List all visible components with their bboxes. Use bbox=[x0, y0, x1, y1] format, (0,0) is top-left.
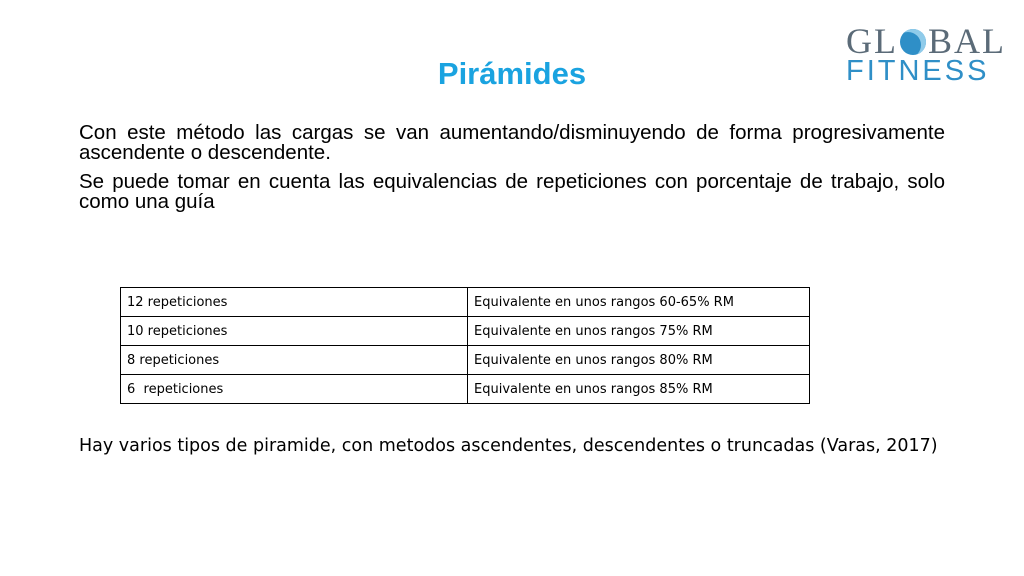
table-cell-repetitions: 12 repeticiones bbox=[121, 288, 468, 317]
table-row bbox=[121, 346, 810, 375]
globe-icon bbox=[900, 29, 926, 55]
table-cell-equivalence: Equivalente en unos rangos 60-65% RM bbox=[468, 288, 810, 317]
table-row bbox=[121, 375, 810, 404]
table-row bbox=[121, 317, 810, 346]
logo-text-bal: BAL bbox=[928, 21, 1006, 61]
table-row bbox=[121, 288, 810, 317]
logo-text-gl: GL bbox=[846, 21, 898, 61]
table-cell-repetitions: 8 repeticiones bbox=[121, 346, 468, 375]
table-cell-equivalence: Equivalente en unos rangos 75% RM bbox=[468, 317, 810, 346]
paragraph-pyramid-types: Hay varios tipos de piramide, con metodos ascendentes, descendentes o truncadas (Varas, 2017) bbox=[79, 436, 938, 456]
table-cell-repetitions: 10 repeticiones bbox=[121, 317, 468, 346]
logo-bottom-text: FITNESS bbox=[846, 55, 990, 87]
repetitions-table bbox=[120, 287, 810, 404]
table-cell-equivalence: Equivalente en unos rangos 80% RM bbox=[468, 346, 810, 375]
table-cell-equivalence: Equivalente en unos rangos 85% RM bbox=[468, 375, 810, 404]
table-cell-repetitions: 6 repeticiones bbox=[121, 375, 468, 404]
slide-title: Pirámides bbox=[437, 56, 587, 91]
paragraph-equivalences: Se puede tomar en cuenta las equivalencias de repeticiones con porcentaje de trabajo, solo como una guía bbox=[79, 170, 945, 213]
paragraph-method: Con este método las cargas se van aumentando/disminuyendo de forma progresivamente ascendente o descendente. bbox=[79, 121, 945, 164]
